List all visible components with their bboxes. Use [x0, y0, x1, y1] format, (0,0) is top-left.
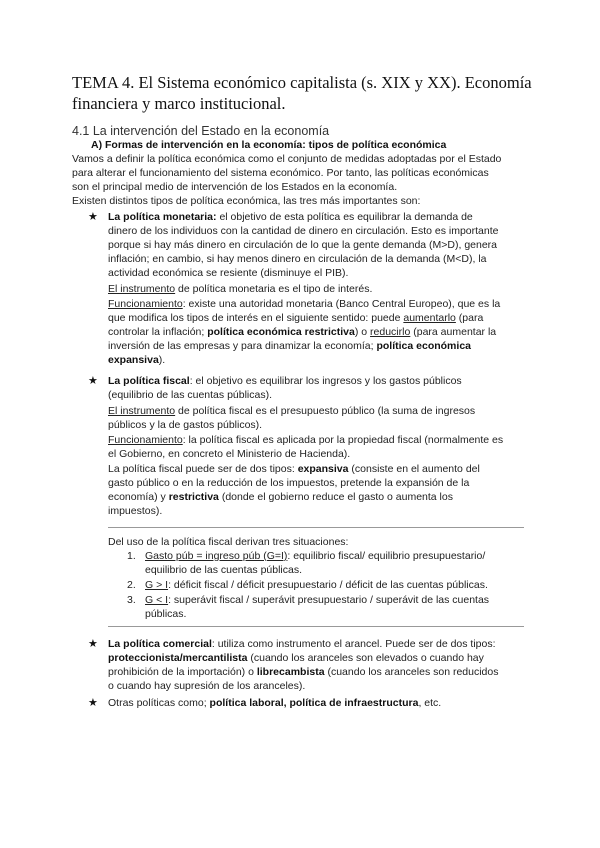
divider [108, 626, 524, 627]
monetaria-line: dinero de los individuos con la cantidad de dinero en circulación. Esto es importante [108, 225, 499, 237]
list-item: G < I: superávit fiscal / superávit presupuestario / superávit de las cuentas [145, 594, 490, 606]
list-item-continuation: públicas. [145, 608, 187, 620]
monetaria-line: inflación; en cambio, si hay menos dinero en circulación de la demanda (M<D), la [108, 253, 487, 265]
otras-line: Otras políticas como; política laboral, política de infraestructura, etc. [108, 697, 442, 709]
list-item: Gasto púb = ingreso púb (G=I): equilibrio fiscal/ equilibrio presupuestario/ [145, 550, 486, 562]
fiscal-line: economía) y restrictiva (donde el gobierno reduce el gasto o aumenta los [108, 491, 453, 503]
monetaria-line: actividad económica se resiente (disminuye el PIB). [108, 267, 349, 279]
list-item: G > I: déficit fiscal / déficit presupuestario / déficit de las cuentas públicas. [145, 579, 488, 591]
intro-line: Existen distintos tipos de política económica, las tres más importantes son: [72, 195, 421, 207]
subsection-heading: A) Formas de intervención en la economía: tipos de política económica [91, 139, 447, 151]
monetaria-line: expansiva). [108, 354, 166, 366]
fiscal-line: La política fiscal: el objetivo es equilibrar los ingresos y los gastos públicos [108, 375, 462, 387]
star-bullet-icon: ★ [88, 211, 98, 223]
list-number: 3. [127, 594, 136, 606]
list-item-continuation: equilibrio de las cuentas públicas. [145, 564, 303, 576]
situaciones-intro: Del uso de la política fiscal derivan tres situaciones: [108, 536, 349, 548]
comercial-line: o cuando hay supresión de los aranceles). [108, 680, 306, 692]
comercial-line: prohibición de la importación) o librecambista (cuando los aranceles son reducidos [108, 666, 499, 678]
fiscal-funcionamiento: Funcionamiento: la política fiscal es aplicada por la propiedad fiscal (normalmente es [108, 434, 504, 446]
monetaria-line: inversión de las empresas y para dinamizar la economía; política económica [108, 340, 471, 352]
fiscal-line: La política fiscal puede ser de dos tipos: expansiva (consiste en el aumento del [108, 463, 480, 475]
fiscal-line: públicos y la de gastos públicos). [108, 419, 263, 431]
star-bullet-icon: ★ [88, 697, 98, 709]
fiscal-instrument: El instrumento de política fiscal es el presupuesto público (la suma de ingresos [108, 405, 476, 417]
fiscal-line: gasto público o en la reducción de los impuestos, pretende la expansión de la [108, 477, 470, 489]
monetaria-instrument: El instrumento de política monetaria es el tipo de interés. [108, 283, 373, 295]
monetaria-line: porque si hay más dinero en circulación de lo que la gente demanda (M>D), genera [108, 239, 498, 251]
fiscal-line: el Gobierno, en concreto el Ministerio de Hacienda). [108, 448, 351, 460]
intro-line: Vamos a definir la política económica como el conjunto de medidas adoptadas por el Estado [72, 153, 502, 165]
list-number: 1. [127, 550, 136, 562]
star-bullet-icon: ★ [88, 638, 98, 650]
page-title: TEMA 4. El Sistema económico capitalista (s. XIX y XX). Economía financiera y marco institucional. [72, 73, 532, 113]
comercial-line: proteccionista/mercantilista (cuando los aranceles son elevados o cuando hay [108, 652, 484, 664]
monetaria-line: que modifica los tipos de interés en el siguiente sentido: puede aumentarlo (para [108, 312, 484, 324]
monetaria-funcionamiento: Funcionamiento: existe una autoridad monetaria (Banco Central Europeo), que es la [108, 298, 501, 310]
monetaria-line: La política monetaria: el objetivo de esta política es equilibrar la demanda de [108, 211, 473, 223]
star-bullet-icon: ★ [88, 375, 98, 387]
section-heading: 4.1 La intervención del Estado en la economía [72, 124, 330, 138]
comercial-line: La política comercial: utiliza como instrumento el arancel. Puede ser de dos tipos: [108, 638, 496, 650]
list-number: 2. [127, 579, 136, 591]
divider [108, 527, 524, 528]
monetaria-line: controlar la inflación; política económica restrictiva) o reducirlo (para aumentar la [108, 326, 497, 338]
fiscal-line: (equilibrio de las cuentas públicas). [108, 389, 273, 401]
fiscal-line: impuestos). [108, 505, 163, 517]
intro-line: son el principal medio de intervención de los Estados en la economía. [72, 181, 398, 193]
intro-line: para alterar el funcionamiento del sistema económico. Por tanto, las políticas económicas [72, 167, 489, 179]
